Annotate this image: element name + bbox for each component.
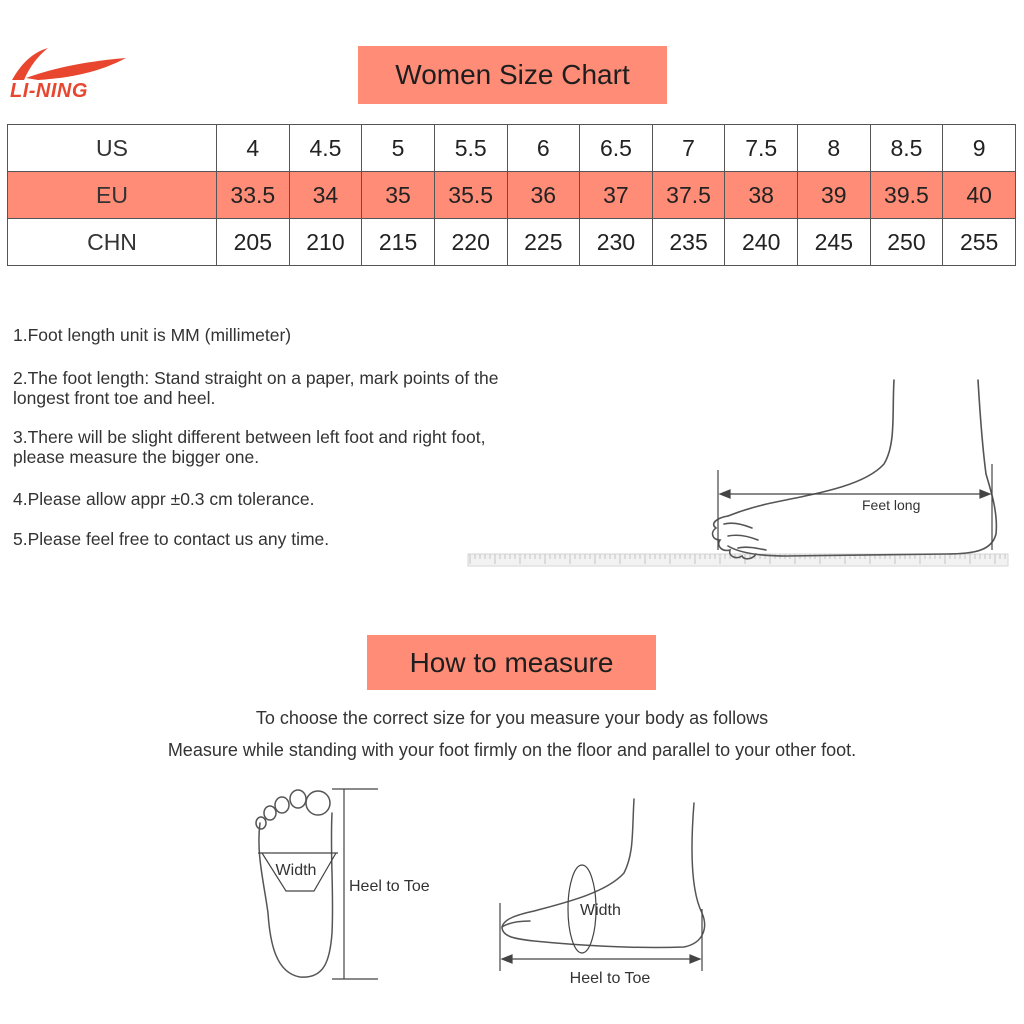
note-3	[13, 427, 485, 467]
table-cell: 6	[507, 125, 580, 172]
note-5	[13, 529, 329, 549]
brand-logo	[8, 44, 130, 106]
table-cell: 7.5	[725, 125, 798, 172]
foot-length-illustration	[466, 374, 1012, 584]
table-cell: 35	[362, 172, 435, 219]
table-cell: 235	[652, 219, 725, 266]
table-cell: 4.5	[289, 125, 362, 172]
table-cell: 35.5	[434, 172, 507, 219]
table-cell: 39	[798, 172, 871, 219]
table-cell: 39.5	[870, 172, 943, 219]
table-cell: 255	[943, 219, 1016, 266]
top-foot-diagram	[246, 783, 456, 983]
table-cell: 5	[362, 125, 435, 172]
feet-long-label: Feet long	[862, 497, 921, 513]
page-title: Women Size Chart	[358, 46, 667, 104]
table-cell: 250	[870, 219, 943, 266]
row-label-eu: EU	[8, 172, 217, 219]
foot-side-view-icon	[502, 799, 705, 948]
brand-swoosh-icon	[8, 44, 130, 84]
table-cell: 6.5	[580, 125, 653, 172]
side-foot-icon	[713, 380, 997, 559]
note-line: 5.Please feel free to contact us any time.	[13, 529, 330, 549]
note-line: 4.Please allow appr ±0.3 cm tolerance.	[13, 489, 315, 509]
heel-to-toe-label: Heel to Toe	[569, 970, 651, 987]
heel-to-toe-label: Heel to Toe	[349, 878, 430, 895]
table-cell: 210	[289, 219, 362, 266]
table-row-us	[8, 125, 1016, 172]
note-line: 1.Foot length unit is MM (millimeter)	[13, 325, 292, 345]
note-line: 2.The foot length: Stand straight on a paper, mark points of the	[13, 368, 499, 388]
side-foot-diagram	[494, 793, 714, 993]
row-label-us: US	[8, 125, 217, 172]
note-1	[13, 325, 291, 345]
ruler-icon	[468, 554, 1008, 566]
table-cell: 34	[289, 172, 362, 219]
table-cell: 8.5	[870, 125, 943, 172]
note-line: please measure the bigger one.	[13, 447, 260, 467]
size-table	[7, 124, 1016, 266]
table-cell: 245	[798, 219, 871, 266]
table-cell: 9	[943, 125, 1016, 172]
table-row-chn	[8, 219, 1016, 266]
how-to-measure-title: How to measure	[367, 635, 656, 690]
table-cell: 38	[725, 172, 798, 219]
table-cell: 205	[217, 219, 290, 266]
table-cell: 225	[507, 219, 580, 266]
table-cell: 36	[507, 172, 580, 219]
table-cell: 8	[798, 125, 871, 172]
note-4	[13, 489, 314, 509]
note-2	[13, 368, 498, 408]
table-cell: 7	[652, 125, 725, 172]
measure-instruction-2: Measure while standing with your foot firmly on the floor and parallel to your other foot.	[167, 740, 857, 760]
length-arrow	[718, 464, 992, 550]
row-label-chn: CHN	[8, 219, 217, 266]
note-line: longest front toe and heel.	[13, 388, 216, 408]
width-label: Width	[275, 862, 317, 879]
table-cell: 5.5	[434, 125, 507, 172]
table-cell: 230	[580, 219, 653, 266]
note-line: 3.There will be slight different between left foot and right foot,	[13, 427, 486, 447]
measure-instruction-1: To choose the correct size for you measure your body as follows	[255, 708, 769, 728]
table-cell: 37	[580, 172, 653, 219]
table-cell: 4	[217, 125, 290, 172]
brand-logo-text: LI-NING	[10, 80, 88, 102]
table-row-eu	[8, 172, 1016, 219]
table-cell: 215	[362, 219, 435, 266]
table-cell: 33.5	[217, 172, 290, 219]
foot-top-view-icon	[256, 790, 333, 977]
width-label: Width	[580, 902, 621, 919]
table-cell: 220	[434, 219, 507, 266]
table-cell: 37.5	[652, 172, 725, 219]
table-cell: 40	[943, 172, 1016, 219]
table-cell: 240	[725, 219, 798, 266]
